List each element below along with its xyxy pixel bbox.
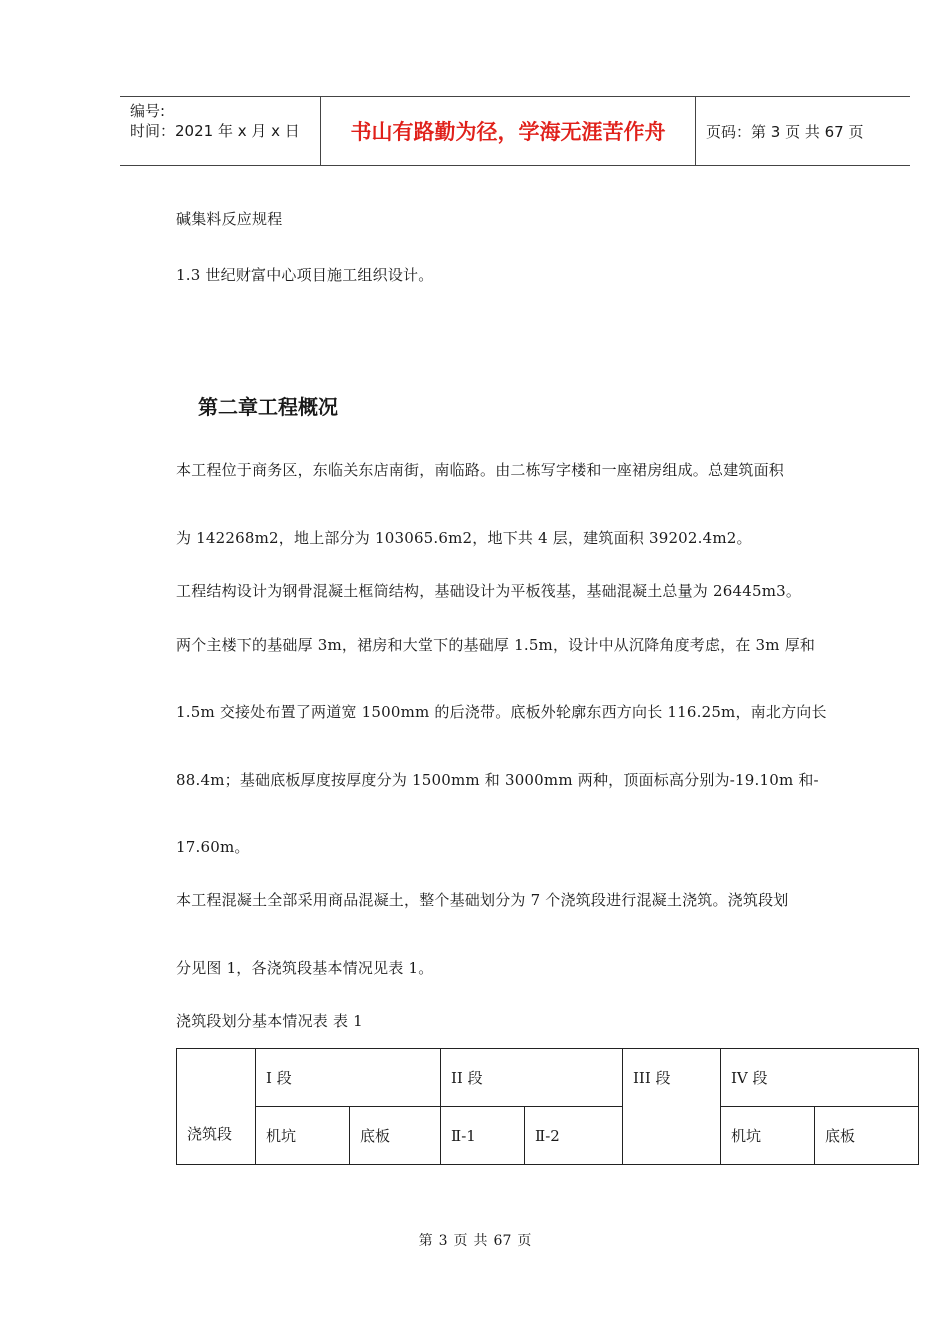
paragraph-line-5: 1.5m 交接处布置了两道宽 1500mm 的后浇带。底板外轮廓东西方向长 116.25m，南北方向长 <box>176 703 827 721</box>
footer-ye-2: 页 <box>517 1233 532 1249</box>
footer-gong: 共 <box>473 1233 488 1249</box>
table-cell-sub4: Ⅱ-2 <box>525 1107 623 1165</box>
table-cell-sub6: 底板 <box>815 1107 919 1165</box>
page-footer <box>0 1230 950 1250</box>
table-cell-sub2: 底板 <box>350 1107 441 1165</box>
pour-segment-table <box>176 1048 919 1165</box>
paragraph-line-3: 工程结构设计为钢骨混凝土框筒结构，基础设计为平板筏基，基础混凝土总量为 26445m3。 <box>176 582 802 600</box>
header-code-label: 编号: <box>130 102 166 120</box>
footer-page-number: 3 <box>438 1233 448 1249</box>
body-line-1: 碱集料反应规程 <box>176 210 283 228</box>
chapter-title: 第二章工程概况 <box>198 395 338 419</box>
paragraph-line-2: 为 142268m2，地上部分为 103065.6m2，地下共 4 层，建筑面积 39202.4m2。 <box>176 529 752 547</box>
footer-di: 第 <box>418 1233 433 1249</box>
table-cell-sub1: 机坑 <box>256 1107 350 1165</box>
header-time-label: 时间：2021 年 x 月 x 日 <box>130 122 300 140</box>
table-cell-sub5: 机坑 <box>721 1107 815 1165</box>
paragraph-line-8: 本工程混凝土全部采用商品混凝土，整个基础划分为 7 个浇筑段进行混凝土浇筑。浇筑段划 <box>176 891 789 909</box>
table-row-header: 浇筑段 <box>177 1049 256 1165</box>
table-cell-seg3: III 段 <box>623 1049 721 1165</box>
table-cell-seg1: I 段 <box>256 1049 441 1107</box>
document-header <box>120 96 910 166</box>
table-caption: 浇筑段划分基本情况表 表 1 <box>176 1012 363 1030</box>
header-motto: 书山有路勤为径，学海无涯苦作舟 <box>321 97 696 165</box>
paragraph-line-4: 两个主楼下的基础厚 3m，裙房和大堂下的基础厚 1.5m，设计中从沉降角度考虑，在 3m 厚和 <box>176 636 816 654</box>
footer-total-pages: 67 <box>493 1233 512 1249</box>
header-meta <box>120 97 321 165</box>
header-page-info: 页码：第 3 页 共 67 页 <box>706 122 864 141</box>
table-cell-seg4: IV 段 <box>721 1049 919 1107</box>
paragraph-line-7: 17.60m。 <box>176 838 250 856</box>
paragraph-line-6: 88.4m；基础底板厚度按厚度分为 1500mm 和 3000mm 两种，顶面标高分别为-19.10m 和- <box>176 771 819 789</box>
footer-ye: 页 <box>453 1233 468 1249</box>
paragraph-line-1: 本工程位于商务区，东临关东店南街，南临路。由二栋写字楼和一座裙房组成。总建筑面积 <box>176 461 785 479</box>
paragraph-line-9: 分见图 1，各浇筑段基本情况见表 1。 <box>176 959 434 977</box>
table-cell-seg2: II 段 <box>441 1049 623 1107</box>
table-cell-sub3: Ⅱ-1 <box>441 1107 525 1165</box>
body-line-2: 1.3 世纪财富中心项目施工组织设计。 <box>176 266 434 284</box>
